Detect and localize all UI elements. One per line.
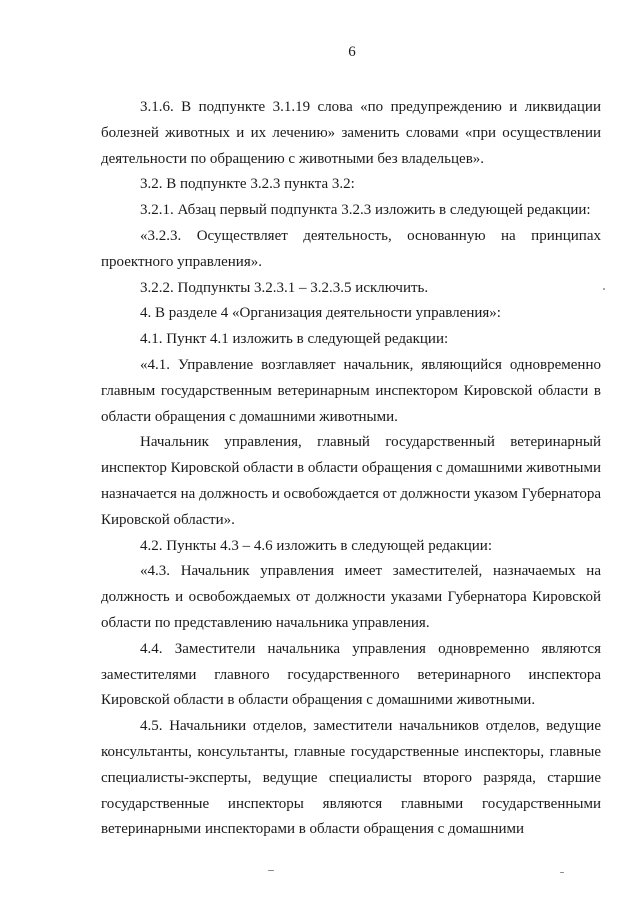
- page-number: 6: [348, 44, 356, 60]
- scan-speck: [560, 872, 564, 873]
- paragraph-4-2: 4.2. Пункты 4.3 – 4.6 изложить в следующей редакции:: [140, 537, 492, 554]
- paragraph-3-2: 3.2. В подпункте 3.2.3 пункта 3.2:: [140, 176, 355, 193]
- scan-speck: [603, 288, 605, 290]
- paragraph-4-1: 4.1. Пункт 4.1 изложить в следующей редакции:: [140, 331, 449, 348]
- paragraph-3-2-2: 3.2.2. Подпункты 3.2.3.1 – 3.2.3.5 исключить.: [140, 279, 429, 296]
- paragraph-head-appointment: Начальник управления, главный государственный ветеринарный инспектор Кировской области в области обращения с домашними животными назначается на должность и освобождается от должности указом Губернатора Кировской области».: [101, 434, 601, 528]
- paragraph-4-1-quote: «4.1. Управление возглавляет начальник, являющийся одновременно главным государственным ветеринарным инспектором Кировской области в области обращения с домашними животными.: [101, 356, 601, 425]
- paragraph-3-1-6: 3.1.6. В подпункте 3.1.19 слова «по предупреждению и ликвидации болезней животных и их лечению» заменить словами «при осуществлении деятельности по обращению с животными без владельцев».: [101, 99, 601, 167]
- paragraph-4: 4. В разделе 4 «Организация деятельности управления»:: [140, 305, 501, 322]
- paragraph-4-3-quote: «4.3. Начальник управления имеет заместителей, назначаемых на должность и освобождаемых от должности указами Губернатора Кировской области по представлению начальника управления.: [101, 563, 601, 631]
- document-body: [101, 95, 601, 843]
- paragraph-4-4: 4.4. Заместители начальника управления одновременно являются заместителями главного государственного ветеринарного инспектора Кировской области в области обращения с домашними животными.: [101, 640, 601, 709]
- paragraph-3-2-3-quote: «3.2.3. Осуществляет деятельность, основанную на принципах проектного управления».: [101, 227, 601, 270]
- paragraph-4-5: 4.5. Начальники отделов, заместители начальников отделов, ведущие консультанты, консультанты, главные государственные инспекторы, главные специалисты-эксперты, ведущие специалисты второго разряда, старшие государственные инспекторы являются главными государственными ветеринарными инспекторами в области обращения с домашними: [101, 718, 601, 838]
- paragraph-3-2-1: 3.2.1. Абзац первый подпункта 3.2.3 изложить в следующей редакции:: [140, 202, 591, 219]
- scan-speck: [268, 870, 274, 871]
